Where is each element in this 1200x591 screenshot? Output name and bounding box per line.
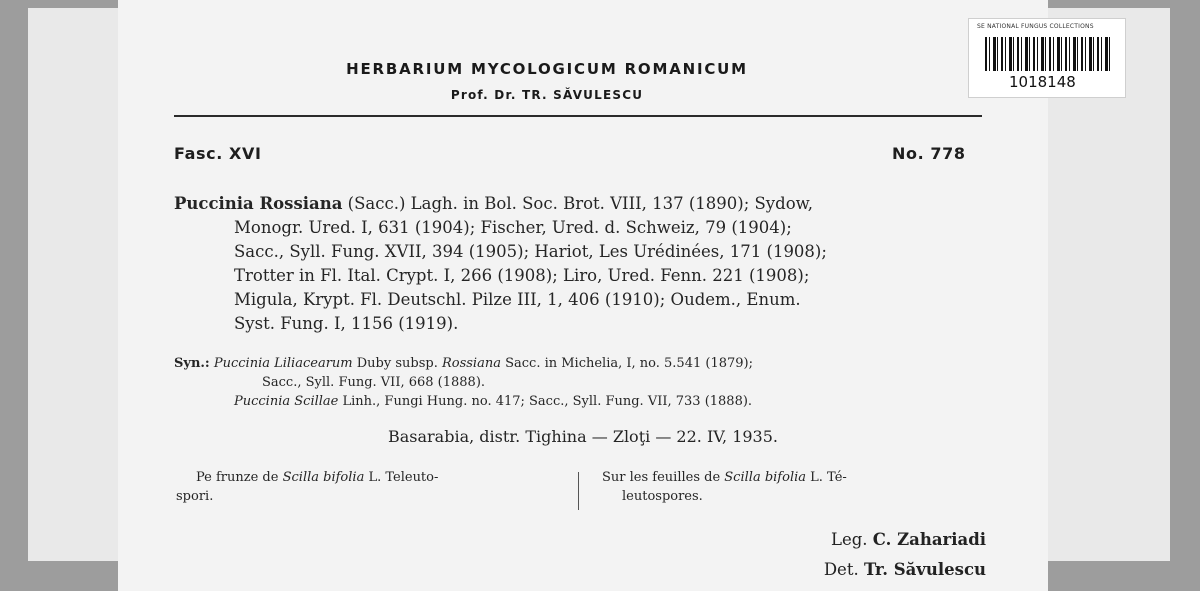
synonym-text: Sacc. in Michelia, I, no. 5.541 (1879); (500, 356, 753, 371)
species-citation (174, 192, 984, 336)
header-rule (174, 115, 982, 117)
host-name: Scilla bifolia (282, 470, 365, 485)
description-text: Pe frunze de (196, 470, 283, 485)
collector-name: C. Zahariadi (872, 530, 986, 549)
synonym-line: Sacc., Syll. Fung. VII, 668 (1888). (262, 375, 486, 390)
locality: Basarabia, distr. Tighina — Zloţi — 22. IV, 1935. (387, 427, 778, 446)
determiner (824, 560, 986, 579)
description-line (602, 468, 992, 487)
collector-prefix: Leg. (831, 530, 873, 549)
citation-text: (Sacc.) Lagh. in Bol. Soc. Brot. VIII, 137 (1890); Sydow, (342, 194, 814, 213)
synonym-text: Duby subsp. (352, 356, 442, 371)
citation-line (174, 192, 984, 216)
synonym-line (174, 354, 994, 373)
description-line (196, 468, 576, 487)
specimen-number: No. 778 (892, 144, 966, 163)
synonyms-block (174, 354, 994, 411)
determiner-name: Tr. Săvulescu (863, 560, 986, 579)
barcode-label (968, 18, 1126, 98)
citation-line: Syst. Fung. I, 1156 (1919). (234, 314, 459, 333)
description-line: spori. (176, 489, 214, 504)
species-name: Puccinia Rossiana (174, 194, 343, 213)
collector (831, 530, 986, 549)
synonym-line (174, 392, 994, 411)
synonym-name: Puccinia Scillae (234, 394, 339, 409)
citation-line: Trotter in Fl. Ital. Crypt. I, 266 (1908); Liro, Ured. Fenn. 221 (1908); (234, 266, 810, 285)
citation-line: Sacc., Syll. Fung. XVII, 394 (1905); Hariot, Les Urédinées, 171 (1908); (234, 242, 827, 261)
description-line: leutospores. (622, 489, 703, 504)
herbarium-title: HERBARIUM MYCOLOGICUM ROMANICUM (346, 60, 748, 78)
synonym-name: Puccinia Liliacearum (213, 356, 353, 371)
description-french (602, 468, 992, 506)
determiner-prefix: Det. (823, 560, 864, 579)
synonyms-label: Syn.: (174, 356, 210, 371)
description-romanian (176, 468, 576, 506)
column-divider (578, 472, 579, 510)
synonym-variety: Rossiana (441, 356, 501, 371)
host-name: Scilla bifolia (724, 470, 807, 485)
barcode-icon (985, 37, 1113, 71)
description-text: Sur les feuilles de (602, 470, 725, 485)
citation-line: Monogr. Ured. I, 631 (1904); Fischer, Ured. d. Schweiz, 79 (1904); (234, 218, 792, 237)
herbarium-director: Prof. Dr. TR. SĂVULESCU (450, 88, 644, 102)
barcode-caption: SE NATIONAL FUNGUS COLLECTIONS (977, 23, 1094, 30)
citation-line: Migula, Krypt. Fl. Deutschl. Pilze III, 1, 406 (1910); Oudem., Enum. (234, 290, 801, 309)
description-text: L. Té- (806, 470, 847, 485)
specimen-label (118, 0, 1094, 591)
synonym-text: Linh., Fungi Hung. no. 417; Sacc., Syll. Fung. VII, 733 (1888). (338, 394, 753, 409)
fascicle-label: Fasc. XVI (174, 144, 262, 163)
description-text: L. Teleuto- (364, 470, 439, 485)
barcode-number: 1018148 (1009, 73, 1076, 91)
